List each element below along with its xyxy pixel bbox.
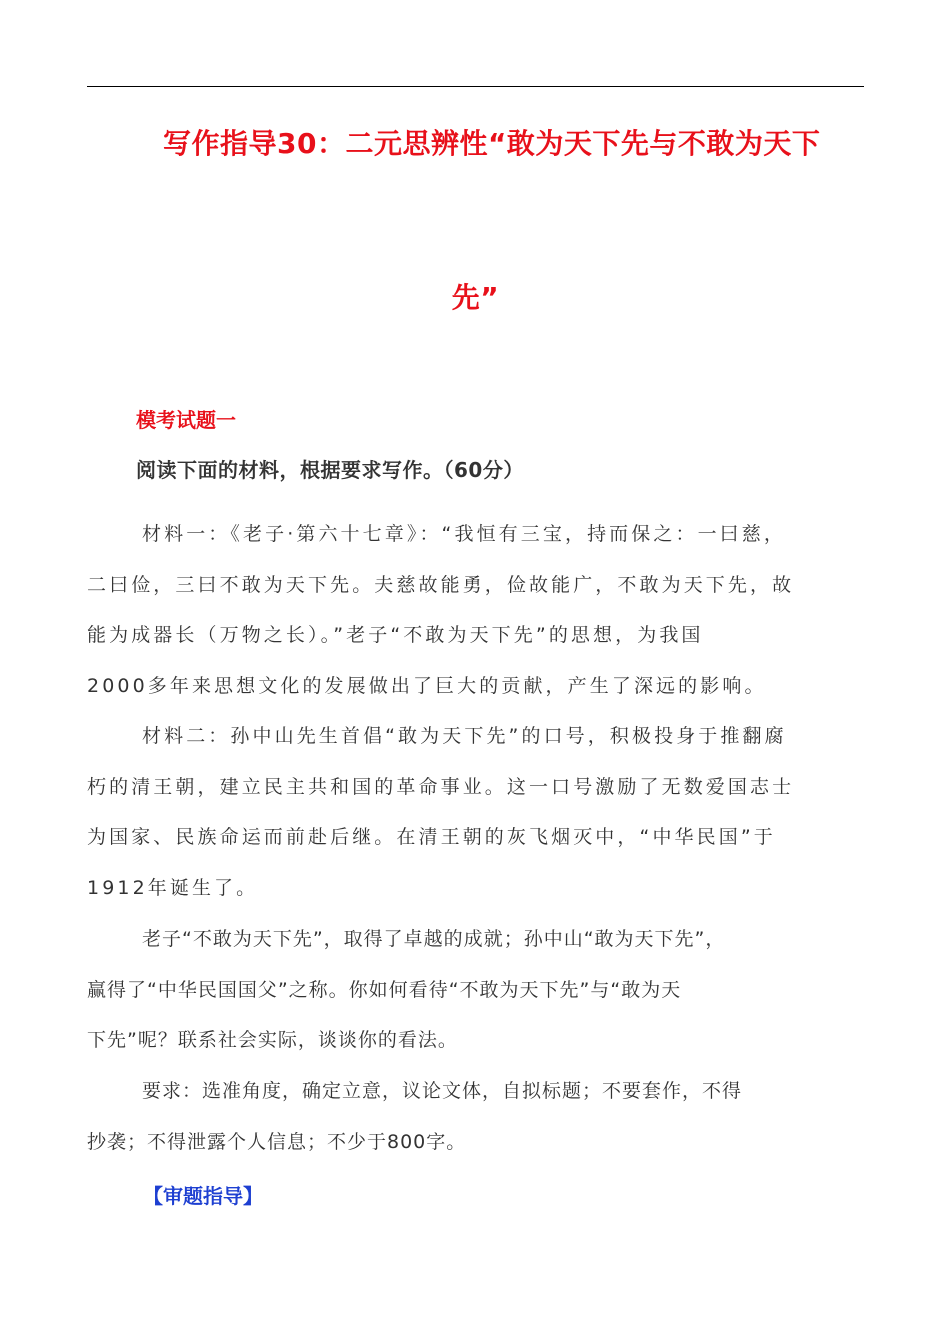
material-one-line: 二曰俭，三曰不敢为天下先。夫慈故能勇，俭故能广，不敢为天下先，故 — [87, 573, 795, 596]
document-title-line-1: 写作指导30：二元思辨性“敢为天下先与不敢为天下 — [163, 127, 821, 160]
material-two-paragraph — [87, 711, 864, 913]
prompt-line: 赢得了“中华民国国父”之称。你如何看待“不敢为天下先”与“敢为天 — [87, 978, 682, 1001]
material-two-line: 材料二：孙中山先生首倡“敢为天下先”的口号，积极投身于推翻腐 — [142, 725, 787, 747]
material-two-line: 朽的清王朝，建立民主共和国的革命事业。这一口号激励了无数爱国志士 — [87, 775, 795, 798]
material-one-line: 材料一：《老子·第六十七章》：“我恒有三宝，持而保之：一曰慈， — [142, 523, 786, 545]
prompt-line: 下先”呢？联系社会实际，谈谈你的看法。 — [87, 1029, 458, 1051]
prompt-paragraph — [87, 914, 864, 1066]
requirements-paragraph — [87, 1066, 864, 1167]
material-one-line: 2000多年来思想文化的发展做出了巨大的贡献，产生了深远的影响。 — [87, 674, 767, 697]
document-title-line-2: 先” — [451, 281, 500, 314]
requirements-line: 要求：选准角度，确定立意，议论文体，自拟标题；不要套作，不得 — [142, 1080, 743, 1102]
material-two-line: 为国家、民族命运而前赴后继。在清王朝的灰飞烟灭中，“中华民国”于 — [87, 826, 776, 848]
prompt-line: 老子“不敢为天下先”，取得了卓越的成就；孙中山“敢为天下先”， — [142, 928, 726, 950]
section-heading: 模考试题一 — [136, 408, 236, 432]
material-one-line: 能为成器长（万物之长）。”老子“不敢为天下先”的思想，为我国 — [87, 624, 704, 646]
material-one-paragraph — [87, 509, 864, 711]
requirements-line: 抄袭；不得泄露个人信息；不少于800字。 — [87, 1130, 467, 1153]
guide-heading: 【审题指导】 — [143, 1184, 263, 1208]
writing-instruction: 阅读下面的材料，根据要求写作。（60分） — [136, 458, 524, 482]
material-two-line: 1912年诞生了。 — [87, 876, 259, 899]
top-divider — [87, 86, 864, 87]
